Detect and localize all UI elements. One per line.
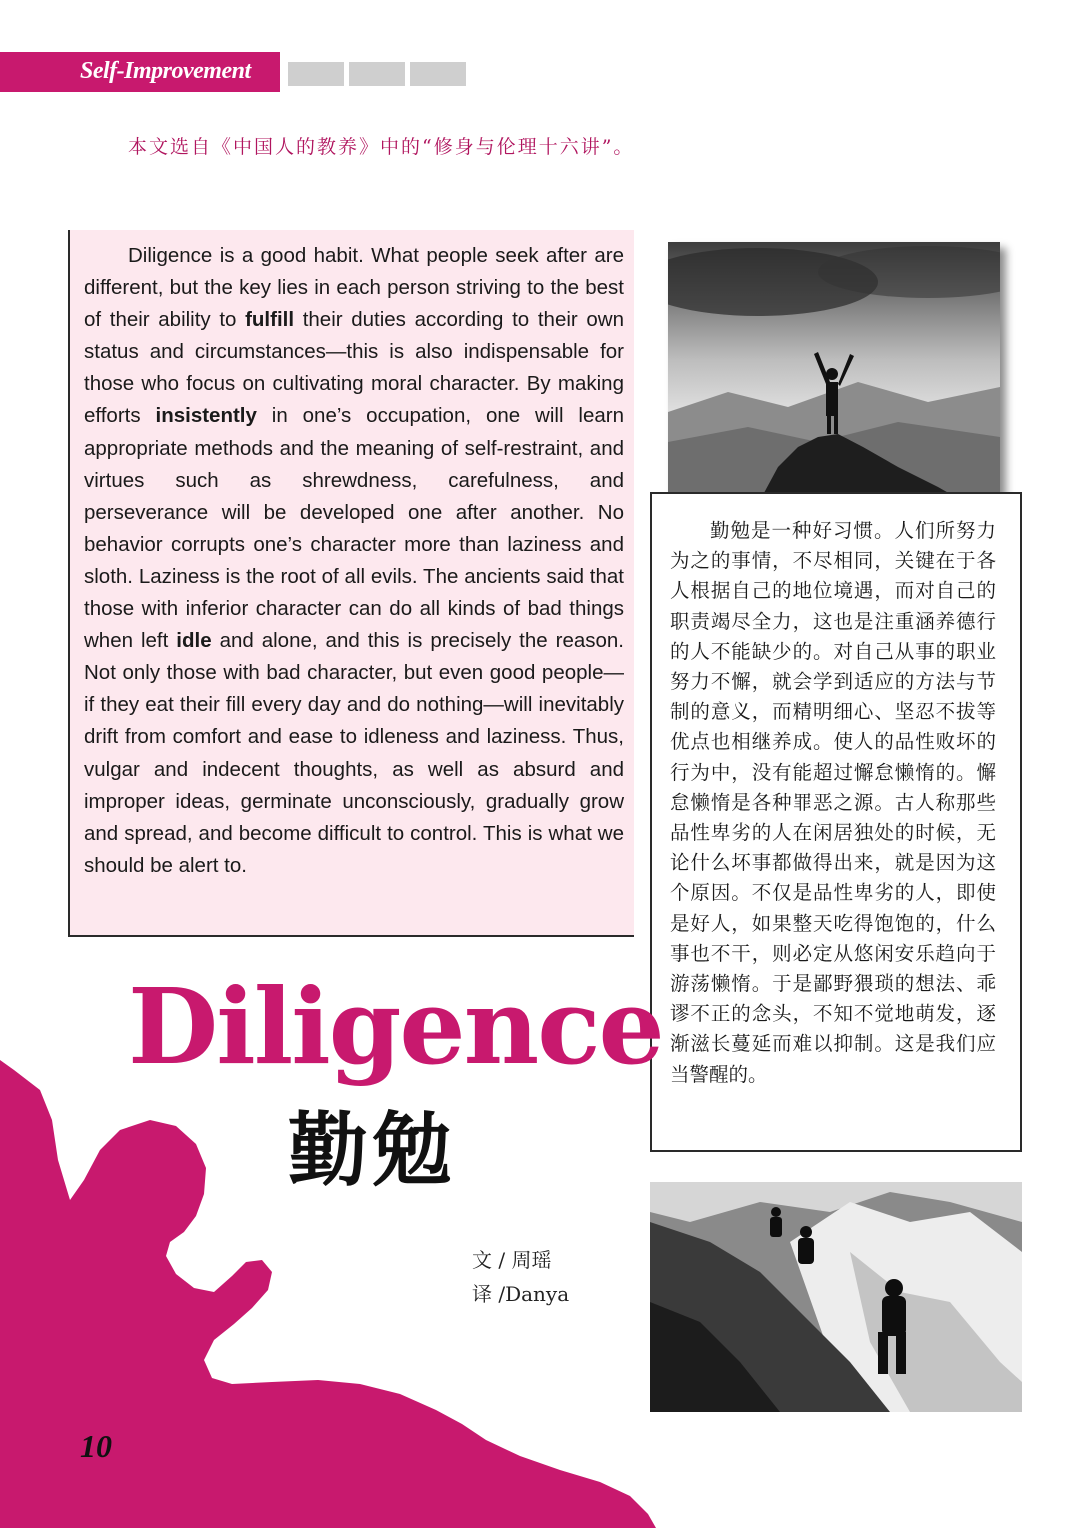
english-text-box [68, 230, 634, 937]
keyword-idle: idle [176, 629, 212, 653]
header-decor-block [410, 62, 466, 86]
keyword-fulfill: fulfill [245, 308, 295, 332]
author-credit: 文 / 周瑶 [472, 1248, 552, 1272]
climbers-photo [650, 1182, 1022, 1412]
chinese-text-box [650, 492, 1022, 1152]
source-note: 本文选自《中国人的教养》中的“修身与伦理十六讲”。 [128, 136, 635, 158]
title-chinese: 勤勉 [288, 1103, 456, 1197]
section-label: Self-Improvement [80, 58, 251, 84]
translator-credit: 译 /Danya [472, 1282, 570, 1306]
section-tab [0, 52, 280, 92]
header-decor-block [349, 62, 405, 86]
summit-photo [668, 242, 1000, 504]
keyword-insistently: insistently [155, 404, 257, 428]
title-english: Diligence [128, 965, 663, 1088]
chinese-paragraph: 勤勉是一种好习惯。人们所努力为之的事情，不尽相同，关键在于各人根据自己的地位境遇，而对自己的职责竭尽全力，这也是注重涵养德行的人不能缺少的。对自己从事的职业努力不懈，就会学到适应的方法与节制的意义，而精明细心、坚忍不拔等优点也相继养成。使人的品性败坏的行为中，没有能超过懈怠懒惰的。懈怠懒惰是各种罪恶之源。古人称那些品性卑劣的人在闲居独处的时候，无论什么坏事都做得出来，就是因为这个原因。不仅是品性卑劣的人，即使是好人，如果整天吃得饱饱的，什么事也不干，则必定从悠闲安乐趋向于游荡懒惰。于是鄙野猥琐的想法、乖谬不正的念头，不知不觉地萌发，逐渐滋长蔓延而难以抑制。这是我们应当警醒的。 [670, 519, 996, 1086]
page-number: 10 [80, 1428, 112, 1464]
english-paragraph: Diligence is a good habit. What people seek after are different, but the key lies in each person striving to the best of their ability to fulfill their duties according to their own status and circumstances—this is also indispensable for those who focus on cultivating moral character. By making efforts insistently in one’s occupation, one will learn appropriate methods and the meaning of self-restraint, and virtues such as shrewdness, carefulness, and perseverance will be developed one after another. No behavior corrupts one’s character more than laziness and sloth. Laziness is the root of all evils. The ancients said that those with inferior character can do all kinds of bad things when left idle and alone, and this is precisely the reason. Not only those with bad character, but even good people—if they eat their fill every day and do nothing—will inevitably drift from comfort and ease to idleness and laziness. Thus, vulgar and indecent thoughts, as well as absurd and improper ideas, germinate unconsciously, gradually grow and spread, and become difficult to control. This is what we should be alert to. [84, 244, 625, 877]
header-decor-block [288, 62, 344, 86]
